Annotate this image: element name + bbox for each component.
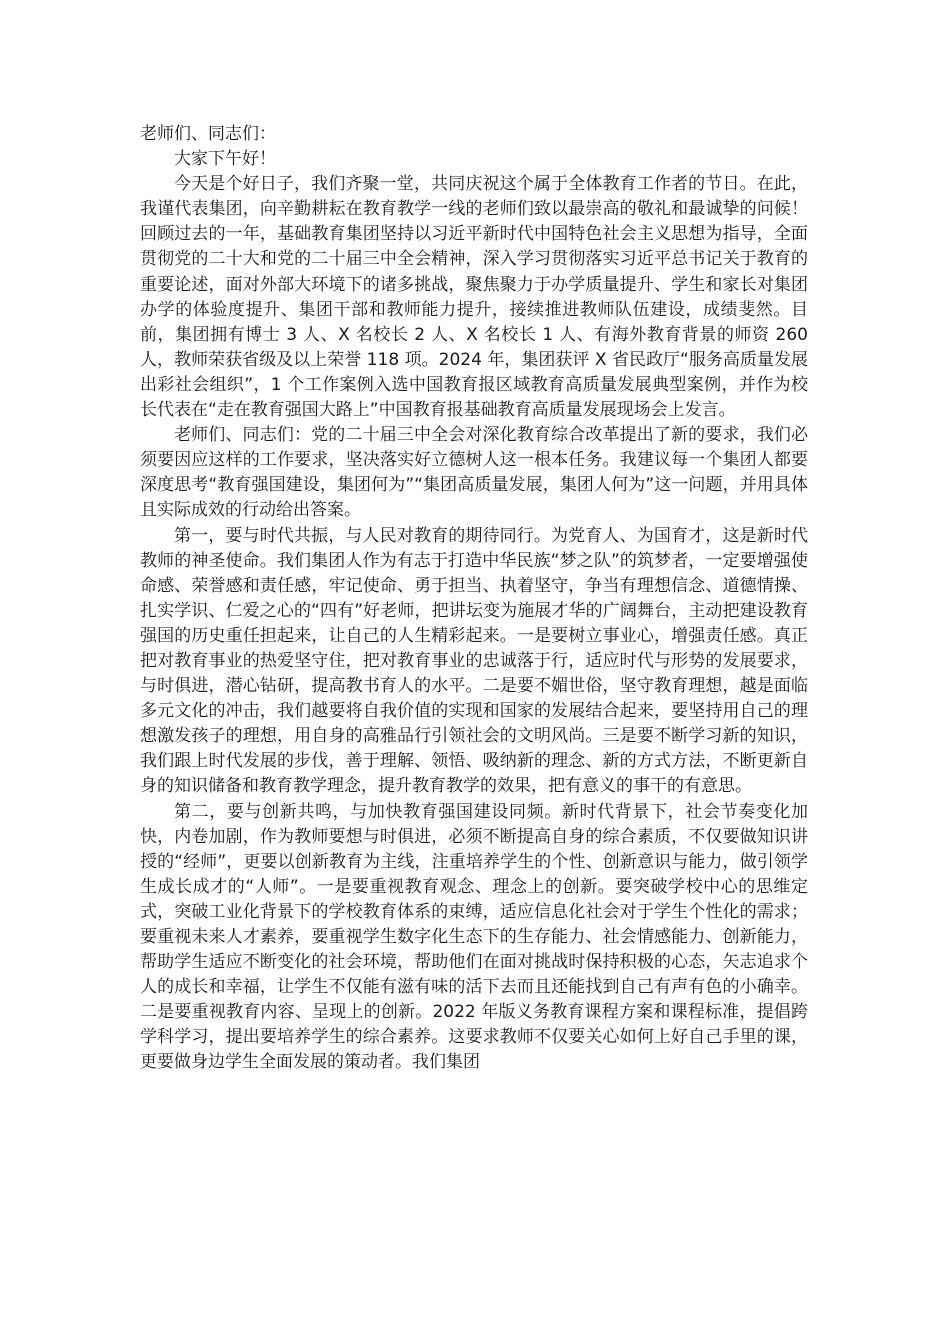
salutation: 老师们、同志们： [140,124,276,144]
second-point-paragraph: 第二，要与创新共鸣，与加快教育强国建设同频。新时代背景下，社会节奏变化加快，内卷加剧，作为教师要想与时俱进，必须不断提高自身的综合素质，不仅要做知识讲授的“经师”，更要以创新教育为主线，注重培养学生的个性、创新意识与能力，做引领学生成长成才的“人师”。一是要重视教育观念、理念上的创新。要突破学校中心的思维定式，突破工业化背景下的学校教育体系的束缚，适应信息化社会对于学生个性化的需求；要重视未来人才素养，要重视学生数字化生态下的生存能力、社会情感能力、创新能力，帮助学生适应不断变化的社会环境，帮助他们在面对挑战时保持积极的心态，矢志追求个人的成长和幸福，让学生不仅能有滋有味的活下去而且还能找到自己有声有色的小确幸。二是要重视教育内容、呈现上的创新。2022 年版义务教育课程方案和课程标准，提倡跨学科学习，提出要培养学生的综合素养。这要求教师不仅要关心如何上好自己手里的课，更要做身边学生全面发展的策动者。我们集团 [140,801,808,1073]
greeting-paragraph: 大家下午好！ [174,149,276,170]
speech-body [140,122,808,1076]
first-point-paragraph: 第一，要与时代共振，与人民对教育的期待同行。为党育人、为国育才，这是新时代教师的神圣使命。我们集团人作为有志于打造中华民族“梦之队”的筑梦者，一定要增强使命感、荣誉感和责任感，牢记使命、勇于担当、执着坚守，争当有理想信念、道德情操、扎实学识、仁爱之心的“四有”好老师，把讲坛变为施展才华的广阔舞台，主动把建设教育强国的历史重任担起来，让自己的人生精彩起来。一是要树立事业心，增强责任感。真正把对教育事业的热爱坚守住，把对教育事业的忠诚落于行，适应时代与形势的发展要求，与时俱进，潜心钻研，提高教书育人的水平。二是要不媚世俗，坚守教育理想，越是面临多元文化的冲击，我们越要将自我价值的实现和国家的发展结合起来，要坚持用自己的理想激发孩子的理想，用自身的高雅品行引领社会的文明风尚。三是要不断学习新的知识，我们跟上时代发展的步伐，善于理解、领悟、吸纳新的理念、新的方式方法，不断更新自身的知识储备和教育教学理念，提升教育教学的效果，把有意义的事干的有意思。 [140,525,808,797]
mission-paragraph: 老师们、同志们：党的二十届三中全会对深化教育综合改革提出了新的要求，我们必须要因应这样的工作要求，坚决落实好立德树人这一根本任务。我建议每一个集团人都要深度思考“教育强国建设，集团何为”“集团高质量发展，集团人何为”这一问题，并用具体且实际成效的行动给出答案。 [140,425,808,521]
opening-paragraph: 今天是个好日子，我们齐聚一堂，共同庆祝这个属于全体教育工作者的节日。在此，我谨代表集团，向辛勤耕耘在教育教学一线的老师们致以最崇高的敬礼和最诚挚的问候！回顾过去的一年，基础教育集团坚持以习近平新时代中国特色社会主义思想为指导，全面贯彻党的二十大和党的二十届三中全会精神，深入学习贯彻落实习近平总书记关于教育的重要论述，面对外部大环境下的诸多挑战，聚焦聚力于办学质量提升、学生和家长对集团办学的体验度提升、集团干部和教师能力提升，接续推进教师队伍建设，成绩斐然。目前，集团拥有博士 3 人、X 名校长 2 人、X 名校长 1 人、有海外教育背景的师资 260 人，教师荣获省级及以上荣誉 118 项。2024 年，集团获评 X 省民政厅“服务高质量发展出彩社会组织”，1 个工作案例入选中国教育报区域教育高质量发展典型案例，并作为校长代表在“走在教育强国大路上”中国教育报基础教育高质量发展现场会上发言。 [140,174,808,421]
